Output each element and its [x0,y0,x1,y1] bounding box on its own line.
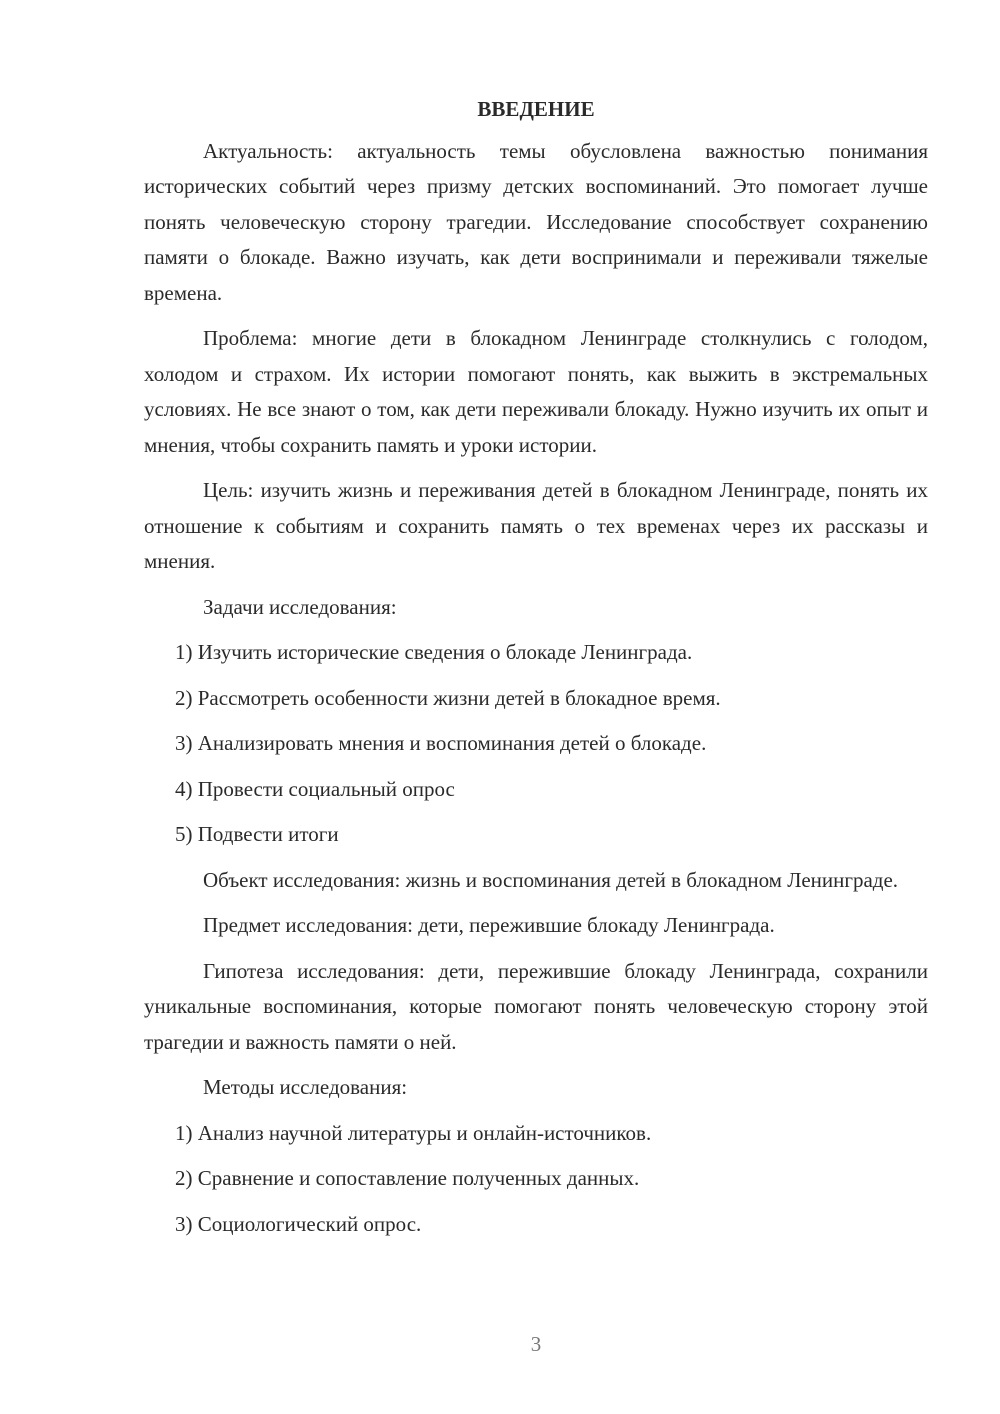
task-item: 5) Подвести итоги [175,822,339,846]
methods-heading: Методы исследования: [203,1075,408,1099]
object-paragraph: Объект исследования: жизнь и воспоминания детей в блокадном Ленинграде. [203,867,899,892]
relevance-paragraph: Актуальность: актуальность темы обусловлена важностью понимания исторических событий через призму детских воспоминаний. Это помогает лучше понять человеческую сторону трагедии. Исследование способствует сохранению памяти о блокаде. Важно изучать, как дети воспринимали и переживали тяжелые времена. [144,138,928,305]
method-item: 3) Социологический опрос. [175,1211,422,1236]
method-item: 2) Сравнение и сопоставление полученных данных. [175,1166,640,1190]
subject-paragraph: Предмет исследования: дети, пережившие блокаду Ленинграда. [203,913,775,937]
section-title: ВВЕДЕНИЕ [477,97,595,121]
task-item: 4) Провести социальный опрос [175,776,455,801]
task-item: 2) Рассмотреть особенности жизни детей в блокадное время. [175,685,721,710]
task-item: 1) Изучить исторические сведения о блокаде Ленинграда. [175,640,693,664]
document-page [144,92,928,1252]
goal-paragraph: Цель: изучить жизнь и переживания детей в блокадном Ленинграде, понять их отношение к событиям и сохранить память о тех временах через их рассказы и мнения. [144,478,928,573]
tasks-heading: Задачи исследования: [203,594,397,619]
hypothesis-paragraph: Гипотеза исследования: дети, пережившие блокаду Ленинграда, сохранили уникальные воспоминания, которые помогают понять человеческую сторону этой трагедии и важность памяти о ней. [144,958,928,1054]
method-item: 1) Анализ научной литературы и онлайн-источников. [175,1120,652,1145]
task-item: 3) Анализировать мнения и воспоминания детей о блокаде. [175,731,707,755]
problem-paragraph: Проблема: многие дети в блокадном Ленинграде столкнулись с голодом, холодом и страхом. Их истории помогают понять, как выжить в экстремальных условиях. Не все знают о том, как дети переживали блокаду. Нужно изучить их опыт и мнения, чтобы сохранить память и уроки истории. [144,326,928,457]
page-number: 3 [530,1332,542,1356]
